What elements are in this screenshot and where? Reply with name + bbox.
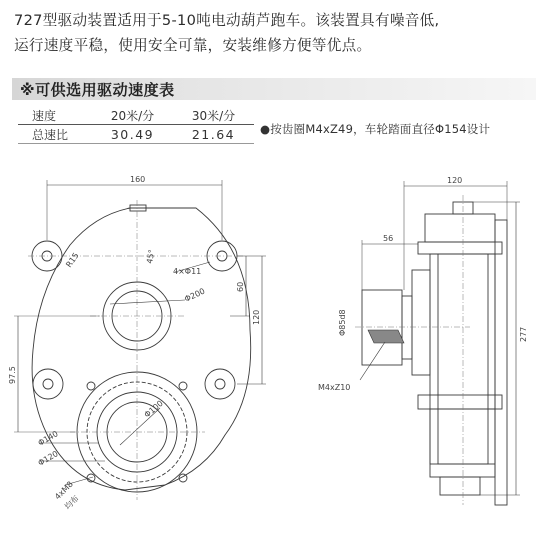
dim-160: 160 [130, 175, 146, 184]
dim-d200: Φ200 [183, 286, 207, 304]
leader-d200 [110, 300, 185, 304]
shaft-flange [402, 296, 412, 359]
main-body [430, 254, 495, 464]
bottom-cap [440, 477, 480, 495]
flange-band-bottom [418, 395, 502, 409]
design-note: ●按齿圈M4xZ49，车轮踏面直径Φ154设计 [260, 122, 491, 136]
intro-line-1: 727型驱动装置适用于5-10吨电动葫芦跑车。该装置具有噪音低, [14, 12, 440, 29]
dim-shaft: Φ85d8 [338, 309, 347, 336]
mount-plate [495, 220, 507, 505]
dim-m8: 4xM8 [53, 479, 75, 502]
intro-line-2: 运行速度平稳，使用安全可靠，安装维修方便等优点。 [14, 37, 372, 54]
speed-30: 30米/分 [173, 106, 254, 125]
dim-holes: 4×Φ11 [173, 267, 202, 276]
dim-d120: Φ120 [36, 449, 60, 468]
dim-gear: M4xZ10 [318, 383, 351, 392]
shaft-housing [362, 290, 402, 365]
dim-97: 97.5 [8, 366, 17, 384]
section-title: ※可供选用驱动速度表 [20, 81, 175, 99]
dim-r15: R15 [64, 251, 81, 270]
dim-m8-note: 均布 [63, 493, 81, 512]
speed-label: 速度 [18, 106, 92, 125]
dim-56: 56 [383, 234, 394, 243]
flange-band-top [418, 242, 502, 254]
dim-60: 60 [236, 281, 245, 292]
ratio-30: 21.64 [173, 125, 254, 144]
mount-hole-lower-left [43, 379, 53, 389]
lower-body [430, 409, 495, 477]
upper-block [425, 214, 495, 242]
dim-277: 277 [519, 326, 528, 342]
dim-angle: 45° [145, 248, 157, 265]
leader-gear [360, 342, 385, 380]
speed-20: 20米/分 [92, 106, 173, 125]
mount-hole-lower-left-outer [33, 369, 63, 399]
dim-d100: Φ100 [142, 398, 165, 420]
gear-hatch [368, 330, 404, 343]
dim-side-120: 120 [447, 176, 463, 185]
bolt-hole [87, 382, 95, 390]
shaft-hub [412, 270, 430, 375]
ratio-20: 30.49 [92, 125, 173, 144]
side-view [355, 181, 520, 505]
mount-hole-lower-right [215, 379, 225, 389]
mount-hole-right-outer [207, 241, 237, 271]
bolt-hole [179, 382, 187, 390]
ratio-label: 总速比 [18, 125, 92, 144]
dim-120: 120 [252, 309, 261, 325]
mount-hole-lower-right-outer [205, 369, 235, 399]
dim-d140: Φ140 [36, 429, 60, 448]
housing-outline [32, 208, 251, 490]
